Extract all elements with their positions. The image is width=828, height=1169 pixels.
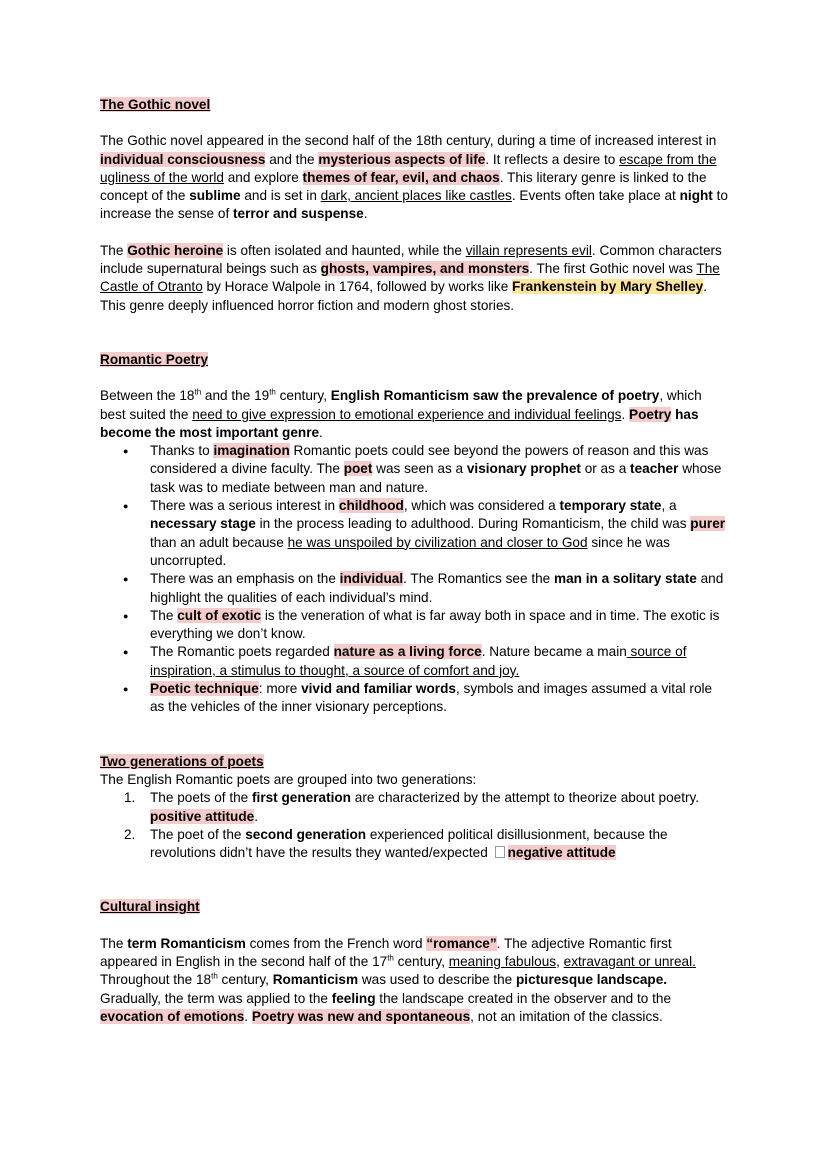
section-heading-two-generations: Two generations of poets (100, 753, 264, 769)
gothic-paragraph-1: The Gothic novel appeared in the second half of the 18th century, during a time of increased interest in individual consciousness and the mysterious aspects of life. It reflects a desire to escape from the ugliness of the world and explore themes of fear, evil, and chaos. This literary genre is linked to the concept of the sublime and is set in dark, ancient places like castles. Events often take place at night to increase the sense of terror and suspense. (100, 133, 728, 222)
second-generation-label: second generation (245, 826, 367, 842)
gothic-paragraph-2: The Gothic heroine is often isolated and haunted, while the villain represents evil. Common characters include supernatural beings such as ghosts, vampires, and monsters. The first Gothic novel was The Castle of Otranto by Horace Walpole in 1764, followed by works like Frankenstein by Mary Shelley. This genre deeply influenced horror fiction and modern ghost stories. (100, 242, 722, 313)
second-generation-text: experienced political disillusionment, because the revolutions didn’t have the results they wanted/expected (150, 826, 668, 861)
list-item: ● Poetic technique: more vivid and familiar words, symbols and images assumed a vital role as the vehicles of the inner visionary perceptions. (150, 680, 728, 717)
generations-list (100, 789, 728, 862)
section-heading-cultural-insight: Cultural insight (100, 899, 200, 915)
romantic-intro: Between the 18th and the 19th century, English Romanticism saw the prevalence of poetry, which best suited the need to give expression to emotional experience and individual feelings. Poetry has become the most important genre. (100, 387, 702, 440)
generations-intro: The English Romantic poets are grouped into two generations: (100, 771, 477, 787)
cultural-paragraph: The term Romanticism comes from the French word “romance”. The adjective Romantic first appeared in English in the second half of the 17th century, meaning fabulous, extravagant or unreal. Throughout the 18th century, Romanticism was used to describe the picturesque landscape. Gradually, the term was applied to the feeling the landscape created in the observer and to the evocation of emotions. Poetry was new and spontaneous, not an imitation of the classics. (100, 935, 696, 1024)
romantic-bullet-list (100, 442, 728, 716)
missing-glyph-icon (495, 846, 505, 858)
list-item: ● There was a serious interest in childhood, which was considered a temporary state, a necessary stage in the process leading to adulthood. During Romanticism, the child was purer than an adult because he was unspoiled by civilization and closer to God since he was uncorrupted. (150, 497, 728, 570)
list-item: ● There was an emphasis on the individual. The Romantics see the man in a solitary state and highlight the qualities of each individual’s mind. (150, 570, 728, 607)
section-heading-romantic-poetry: Romantic Poetry (100, 351, 209, 367)
list-item: 2. The poet of the second generation experienced political disillusionment, because the revolutions didn’t have the results they wanted/expected negative attitude (124, 826, 668, 861)
section-heading-gothic: The Gothic novel (100, 97, 211, 112)
list-item: ● Thanks to imagination Romantic poets could see beyond the powers of reason and this was considered a divine faculty. The poet was seen as a visionary prophet or as a teacher whose task was to mediate between man and nature. (150, 442, 728, 497)
list-item: 1. The poets of the first generation are characterized by the attempt to theorize about poetry. positive attitude. (124, 790, 700, 824)
list-item: ● The Romantic poets regarded nature as a living force. Nature became a main source of inspiration, a stimulus to thought, a source of comfort and joy. (150, 643, 728, 680)
list-item: ● The cult of exotic is the veneration of what is far away both in space and in time. The exotic is everything we don’t know. (150, 607, 728, 644)
